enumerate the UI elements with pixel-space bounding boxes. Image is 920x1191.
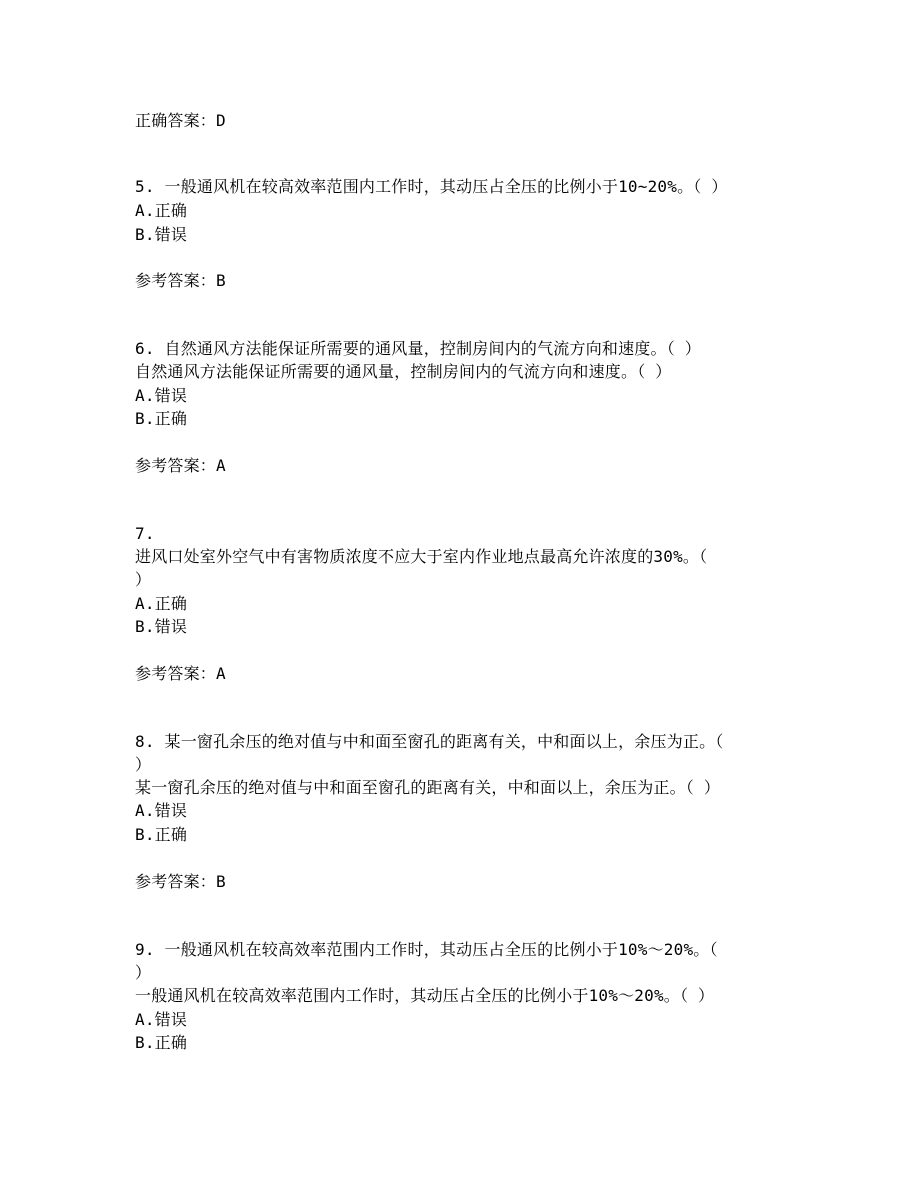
question-7-stem-line2: ） (135, 570, 152, 589)
question-9-restated: 一般通风机在较高效率范围内工作时，其动压占全压的比例小于10%～20%。（ ） (135, 986, 715, 1005)
question-8-answer: 参考答案：B (135, 872, 226, 891)
question-9-option-a: A.错误 (135, 1010, 188, 1029)
question-8-option-a: A.错误 (135, 801, 188, 820)
question-5-option-b: B.错误 (135, 225, 188, 244)
question-6-stem: 6. 自然通风方法能保证所需要的通风量，控制房间内的气流方向和速度。（ ） (135, 339, 701, 358)
question-9-option-b: B.正确 (135, 1033, 188, 1052)
question-6-option-a: A.错误 (135, 386, 188, 405)
question-6-restated: 自然通风方法能保证所需要的通风量，控制房间内的气流方向和速度。（ ） (135, 362, 672, 381)
question-7-number: 7. (135, 524, 155, 543)
question-5-stem: 5. 一般通风机在较高效率范围内工作时，其动压占全压的比例小于10~20%。（ ） (135, 177, 728, 196)
question-9-stem-line2: ） (135, 963, 152, 982)
question-6-option-b: B.正确 (135, 409, 188, 428)
question-8-stem-line2: ） (135, 755, 152, 774)
previous-answer: 正确答案：D (135, 111, 226, 130)
question-7-answer: 参考答案：A (135, 664, 226, 683)
question-5-answer: 参考答案：B (135, 271, 226, 290)
question-6-answer: 参考答案：A (135, 456, 226, 475)
question-9-stem-line1: 9. 一般通风机在较高效率范围内工作时，其动压占全压的比例小于10%～20%。（ (135, 940, 718, 959)
question-7-stem-line1: 进风口处室外空气中有害物质浓度不应大于室内作业地点最高允许浓度的30%。（ (135, 547, 708, 566)
question-7-option-a: A.正确 (135, 594, 188, 613)
question-8-restated: 某一窗孔余压的绝对值与中和面至窗孔的距离有关，中和面以上，余压为正。（ ） (135, 778, 721, 797)
question-7-option-b: B.错误 (135, 617, 188, 636)
question-8-option-b: B.正确 (135, 825, 188, 844)
question-5-option-a: A.正确 (135, 201, 188, 220)
question-8-stem-line1: 8. 某一窗孔余压的绝对值与中和面至窗孔的距离有关，中和面以上，余压为正。（ (135, 732, 724, 751)
